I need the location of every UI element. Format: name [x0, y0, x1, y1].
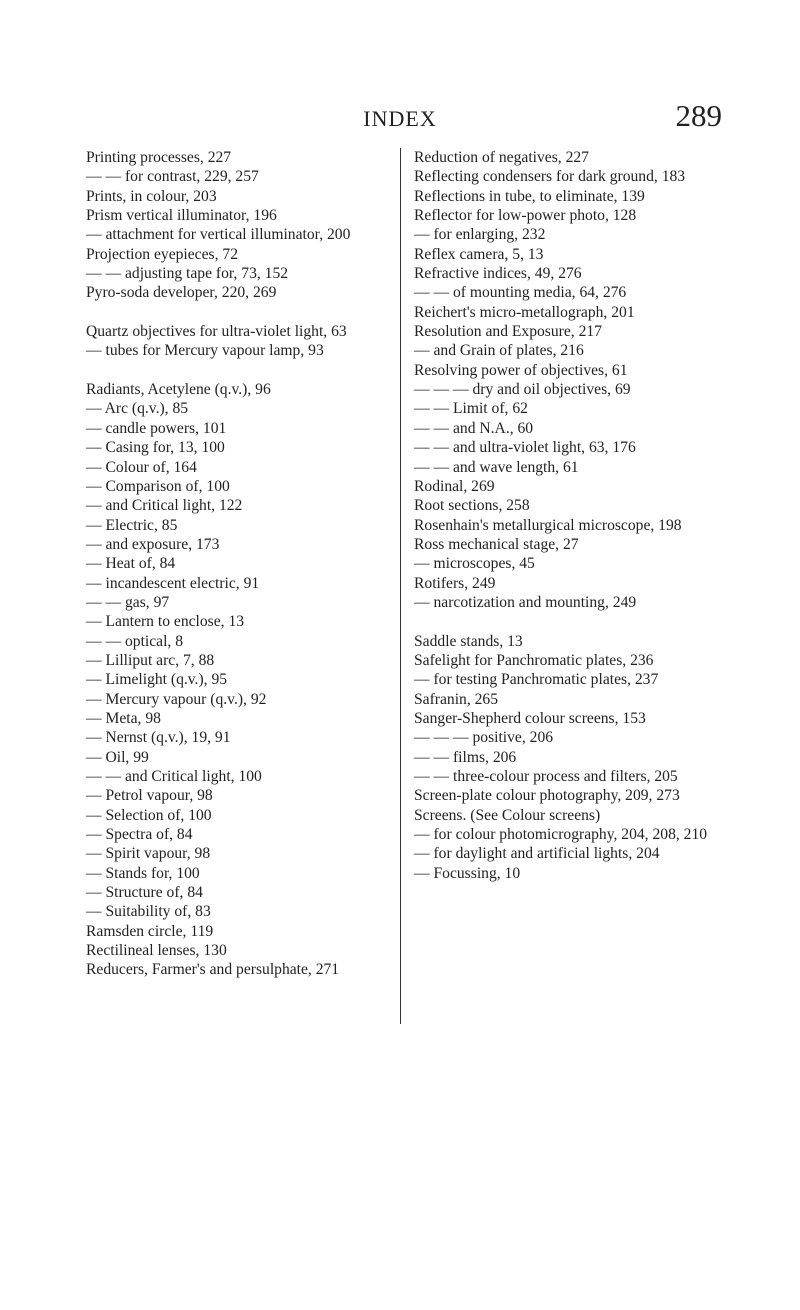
index-entry: — — — positive, 206 [414, 729, 554, 747]
index-entry: Pyro-soda developer, 220, 269 [86, 284, 277, 302]
index-entry: — for testing Panchromatic plates, 237 [414, 671, 659, 689]
index-entry: — Structure of, 84 [86, 884, 203, 902]
index-entry: — Colour of, 164 [86, 458, 197, 476]
index-entry: — Oil, 99 [86, 748, 149, 766]
index-entry: Rodinal, 269 [414, 477, 495, 495]
index-entry: — Heat of, 84 [86, 555, 176, 573]
right-index-column [414, 148, 720, 883]
index-entry: — Comparison of, 100 [86, 477, 230, 495]
index-entry: — Nernst (q.v.), 19, 91 [86, 729, 231, 747]
index-entry: Root sections, 258 [414, 497, 530, 515]
index-entry: Reducers, Farmer's and persulphate, 271 [86, 961, 340, 979]
index-entry: — Spirit vapour, 98 [86, 845, 211, 863]
index-entry: — — of mounting media, 64, 276 [414, 284, 627, 302]
index-entry: — Focussing, 10 [414, 864, 521, 882]
index-entry: — for colour photomicrography, 204, 208, 210 [414, 826, 708, 844]
index-entry: Reflections in tube, to eliminate, 139 [414, 187, 645, 205]
index-entry: — candle powers, 101 [86, 419, 227, 437]
index-entry: — — adjusting tape for, 73, 152 [86, 265, 289, 283]
index-entry: — — for contrast, 229, 257 [86, 168, 259, 186]
page-number: 289 [675, 98, 722, 133]
index-entry: — Lilliput arc, 7, 88 [86, 651, 215, 669]
index-entry: — Petrol vapour, 98 [86, 787, 213, 805]
index-entry: — attachment for vertical illuminator, 200 [86, 226, 351, 244]
index-entry: — Stands for, 100 [86, 864, 200, 882]
index-entry: — — three-colour process and filters, 205 [414, 768, 678, 785]
index-entry: Rosenhain's metallurgical microscope, 198 [414, 516, 682, 534]
left-index-column [86, 148, 392, 980]
index-entry: Radiants, Acetylene (q.v.), 96 [86, 381, 271, 399]
index-entry: Sanger-Shepherd colour screens, 153 [414, 709, 646, 727]
index-entry: — and Grain of plates, 216 [414, 342, 584, 360]
index-entry: — — and N.A., 60 [414, 419, 534, 437]
index-entry: — microscopes, 45 [414, 555, 535, 573]
index-entry: — for daylight and artificial lights, 204 [414, 845, 660, 863]
column-divider [400, 148, 401, 1024]
index-entry: Refractive indices, 49, 276 [414, 265, 582, 283]
index-entry: Rotifers, 249 [414, 574, 496, 592]
index-entry: Printing processes, 227 [86, 149, 232, 166]
index-entry: — Arc (q.v.), 85 [86, 400, 189, 418]
index-entry: — — and wave length, 61 [414, 458, 579, 476]
index-entry: — — — dry and oil objectives, 69 [414, 381, 631, 399]
index-entry: Saddle stands, 13 [414, 632, 523, 650]
index-entry: Reflector for low-power photo, 128 [414, 207, 637, 225]
page-header [0, 98, 800, 140]
index-entry: Projection eyepieces, 72 [86, 245, 238, 263]
index-entry: Screen-plate colour photography, 209, 273 [414, 787, 680, 805]
index-entry: — Mercury vapour (q.v.), 92 [86, 690, 267, 708]
index-entry: — narcotization and mounting, 249 [414, 593, 637, 611]
section-gap [86, 361, 392, 380]
index-entry: — — and Critical light, 100 [86, 768, 262, 785]
index-entry: Safelight for Panchromatic plates, 236 [414, 651, 654, 669]
index-entry: — Limelight (q.v.), 95 [86, 671, 228, 689]
index-entry: — — optical, 8 [86, 632, 184, 650]
index-entry: Rectilineal lenses, 130 [86, 942, 227, 960]
index-entry: — — gas, 97 [86, 593, 170, 611]
index-entry: — — and ultra-violet light, 63, 176 [414, 439, 636, 457]
index-entry: — Spectra of, 84 [86, 826, 193, 844]
index-entry: Quartz objectives for ultra-violet light, 63 [86, 323, 347, 341]
index-entry: Prints, in colour, 203 [86, 187, 217, 205]
index-entry: Prism vertical illuminator, 196 [86, 207, 277, 225]
index-entry: Resolution and Exposure, 217 [414, 323, 602, 341]
index-entry: — and Critical light, 122 [86, 497, 243, 515]
index-entry: Ramsden circle, 119 [86, 922, 214, 940]
index-entry: Reduction of negatives, 227 [414, 149, 589, 166]
index-entry: — for enlarging, 232 [414, 226, 546, 244]
index-entry: — Electric, 85 [86, 516, 178, 534]
index-entry: Safranin, 265 [414, 690, 499, 708]
index-entry: — — films, 206 [414, 748, 517, 766]
index-entry: Reichert's micro-metallograph, 201 [414, 303, 635, 321]
index-entry: — — Limit of, 62 [414, 400, 528, 418]
section-gap [414, 612, 720, 631]
index-entry: — incandescent electric, 91 [86, 574, 260, 592]
index-entry: Resolving power of objectives, 61 [414, 361, 628, 379]
index-entry: Reflex camera, 5, 13 [414, 245, 544, 263]
index-entry: Screens. (See Colour screens) [414, 806, 601, 824]
index-entry: — Lantern to enclose, 13 [86, 613, 245, 631]
section-gap [86, 303, 392, 322]
index-entry: — Selection of, 100 [86, 806, 212, 824]
index-entry: — Meta, 98 [86, 709, 161, 727]
index-entry: — tubes for Mercury vapour lamp, 93 [86, 342, 324, 360]
index-entry: Reflecting condensers for dark ground, 183 [414, 168, 686, 186]
index-entry: Ross mechanical stage, 27 [414, 535, 579, 553]
index-entry: — and exposure, 173 [86, 535, 220, 553]
index-entry: — Suitability of, 83 [86, 903, 211, 921]
page-title: INDEX [363, 106, 437, 131]
index-entry: — Casing for, 13, 100 [86, 439, 225, 457]
